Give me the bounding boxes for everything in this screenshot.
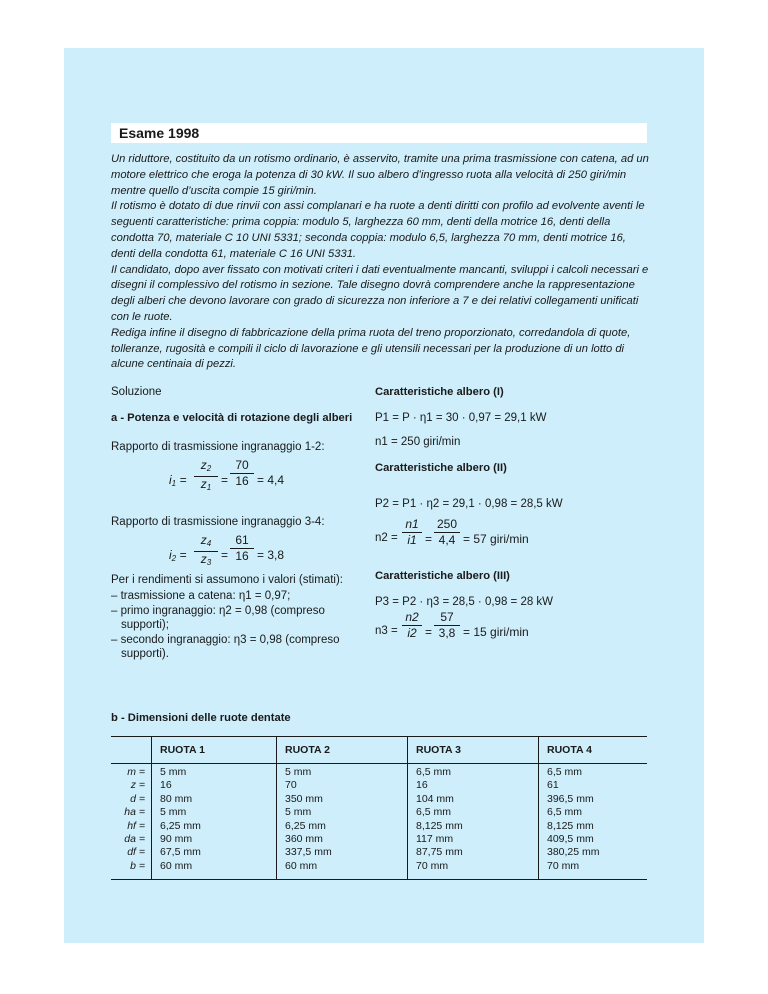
table-cell: 6,5 mm: [416, 806, 452, 819]
ratio12-label: Rapporto di trasmissione ingranaggio 1-2:: [111, 441, 325, 453]
shaft2-heading: Caratteristiche albero (II): [375, 462, 507, 474]
table-cell: 8,125 mm: [416, 819, 463, 832]
row-label: d =: [130, 792, 145, 805]
yield-item: – secondo ingranaggio: η3 = 0,98 (compreso supporti).: [111, 633, 340, 660]
shaft2-speed-result: = 57 giri/min: [463, 532, 529, 546]
table-cell: 6,5 mm: [547, 806, 583, 819]
shaft1-speed: n1 = 250 giri/min: [375, 436, 461, 448]
ratio34-numeric-fraction: 61 16: [230, 534, 254, 563]
yields-intro: Per i rendimenti si assumono i valori (stimati):: [111, 574, 343, 586]
shaft2-speed-lhs: n2 =: [375, 532, 398, 544]
page-sheet: [64, 48, 704, 943]
section-b-heading: b - Dimensioni delle ruote dentate: [111, 712, 291, 724]
ratio12-symbolic-fraction: $z_2$ $z_1$: [194, 459, 218, 494]
table-cell: 396,5 mm: [547, 792, 594, 805]
table-cell: 70 mm: [416, 859, 449, 872]
table-cell: 6,25 mm: [285, 819, 326, 832]
table-cell: 6,5 mm: [416, 766, 452, 778]
table-cell: 70 mm: [547, 859, 580, 872]
shaft1-heading: Caratteristiche albero (I): [375, 386, 504, 398]
column-ruota-4: [539, 764, 648, 880]
table-cell: 5 mm: [285, 766, 312, 778]
table-cell: 60 mm: [285, 859, 318, 872]
table-cell: 360 mm: [285, 833, 323, 846]
gear-dimensions-table: [111, 736, 647, 880]
shaft2-symbolic-fraction: n1 i1: [402, 518, 422, 547]
exam-title: Esame 1998: [111, 123, 647, 143]
table-cell: 8,125 mm: [547, 819, 594, 832]
row-label: df =: [127, 846, 145, 859]
row-label: z =: [130, 779, 145, 792]
equals-sign: =: [425, 625, 433, 639]
table-cell: 70: [285, 779, 297, 792]
yield-item: – primo ingranaggio: η2 = 0,98 (compreso supporti);: [111, 604, 325, 631]
table-cell: 409,5 mm: [547, 833, 594, 846]
problem-statement: [111, 152, 651, 373]
shaft3-heading: Caratteristiche albero (III): [375, 570, 510, 582]
header-ruota-1: RUOTA 1: [152, 737, 277, 764]
header-ruota-4: RUOTA 4: [539, 737, 648, 764]
shaft1-power: P1 = P · η1 = 30 · 0,97 = 29,1 kW: [375, 412, 547, 424]
table-cell: 5 mm: [285, 806, 312, 819]
ratio34-symbolic-fraction: $z_4$ $z_3$: [194, 534, 218, 569]
header-ruota-3: RUOTA 3: [408, 737, 539, 764]
shaft2-power: P2 = P1 · η2 = 29,1 · 0,98 = 28,5 kW: [375, 498, 563, 510]
shaft3-speed-lhs: n3 =: [375, 625, 398, 637]
table-cell: 5 mm: [160, 806, 187, 819]
row-label: da =: [124, 833, 145, 846]
table-cell: 67,5 mm: [160, 846, 201, 859]
ratio34-result: = 3,8: [257, 548, 285, 562]
yield-item: – trasmissione a catena: η1 = 0,97;: [111, 590, 291, 602]
table-cell: 6,25 mm: [160, 819, 201, 832]
table-cell: 80 mm: [160, 792, 193, 805]
table-cell: 337,5 mm: [285, 846, 332, 859]
row-label: b =: [130, 859, 145, 872]
ratio12-result: = 4,4: [257, 473, 285, 487]
row-labels: [111, 764, 152, 880]
table-cell: 61: [547, 779, 559, 792]
table-header-row: [111, 737, 647, 764]
shaft3-numeric-fraction: 57 3,8: [434, 611, 460, 640]
equals-sign: =: [221, 473, 229, 487]
table-cell: 16: [160, 779, 172, 792]
column-ruota-1: [152, 764, 277, 880]
ratio34-lhs: $i_2$ =: [169, 548, 187, 563]
equals-sign: =: [221, 548, 229, 562]
solution-label: Soluzione: [111, 386, 162, 398]
yields-list: [111, 589, 366, 662]
table-cell: 104 mm: [416, 792, 454, 805]
table-cell: 380,25 mm: [547, 846, 600, 859]
problem-paragraph: Un riduttore, costituito da un rotismo ordinario, è asservito, tramite una prima trasmissione con catena, ad un motore elettrico che eroga la potenza di 30 kW. Il suo albero d’ingresso ruota alla velocità di 250 giri/min mentre quello d’uscita compie 15 giri/min.: [111, 153, 649, 197]
table-cell: 5 mm: [160, 766, 187, 778]
table-corner: [111, 737, 152, 764]
shaft3-speed-result: = 15 giri/min: [463, 625, 529, 639]
row-label: hf =: [127, 819, 145, 832]
section-a-heading: a - Potenza e velocità di rotazione degli alberi: [111, 412, 353, 424]
ratio12-lhs: $i_1$ =: [169, 473, 187, 488]
table-cell: 117 mm: [416, 833, 454, 846]
shaft3-symbolic-fraction: n2 i2: [402, 611, 422, 640]
ratio12-numeric-fraction: 70 16: [230, 459, 254, 488]
table-cell: 60 mm: [160, 859, 193, 872]
shaft3-power: P3 = P2 · η3 = 28,5 · 0,98 = 28 kW: [375, 596, 554, 608]
table-cell: 90 mm: [160, 833, 193, 846]
ratio34-label: Rapporto di trasmissione ingranaggio 3-4:: [111, 516, 325, 528]
problem-paragraph: Il rotismo è dotato di due rinvii con assi complanari e ha ruote a denti diritti con profilo ad evolvente aventi le seguenti caratteristiche: prima coppia: modulo 5, larghezza 60 mm, denti della motrice 16, denti della condotta 70, materiale C 10 UNI 5331; seconda coppia: modulo 6,5, larghezza 70 mm, denti motrice 16, denti della condotta 61, materiale C 16 UNI 5331.: [111, 200, 645, 260]
row-label: m =: [127, 766, 145, 778]
row-label: ha =: [124, 806, 145, 819]
column-ruota-3: [408, 764, 539, 880]
table-cell: 87,75 mm: [416, 846, 463, 859]
equals-sign: =: [425, 532, 433, 546]
shaft2-numeric-fraction: 250 4,4: [434, 518, 460, 547]
table-row: [111, 764, 647, 880]
table-cell: 350 mm: [285, 792, 323, 805]
header-ruota-2: RUOTA 2: [277, 737, 408, 764]
column-ruota-2: [277, 764, 408, 880]
problem-paragraph: Rediga infine il disegno di fabbricazione della prima ruota del treno proporzionato, corredandola di quote, tolleranze, rugosità e compili il ciclo di lavorazione e gli utensili necessari per la produzione di un lotto di alcune centinaia di pezzi.: [111, 326, 631, 371]
problem-paragraph: Il candidato, dopo aver fissato con motivati criteri i dati eventualmente mancanti, sviluppi i calcoli necessari e disegni il complessivo del rotismo in sezione. Tale disegno dovrà comprendere anche la rappresentazione degli alberi che devono lavorare con grado di sicurezza non inferiore a 7 e dei relativi collegamenti unificati con le ruote.: [111, 263, 649, 323]
table-cell: 6,5 mm: [547, 766, 583, 778]
table-cell: 16: [416, 779, 428, 792]
